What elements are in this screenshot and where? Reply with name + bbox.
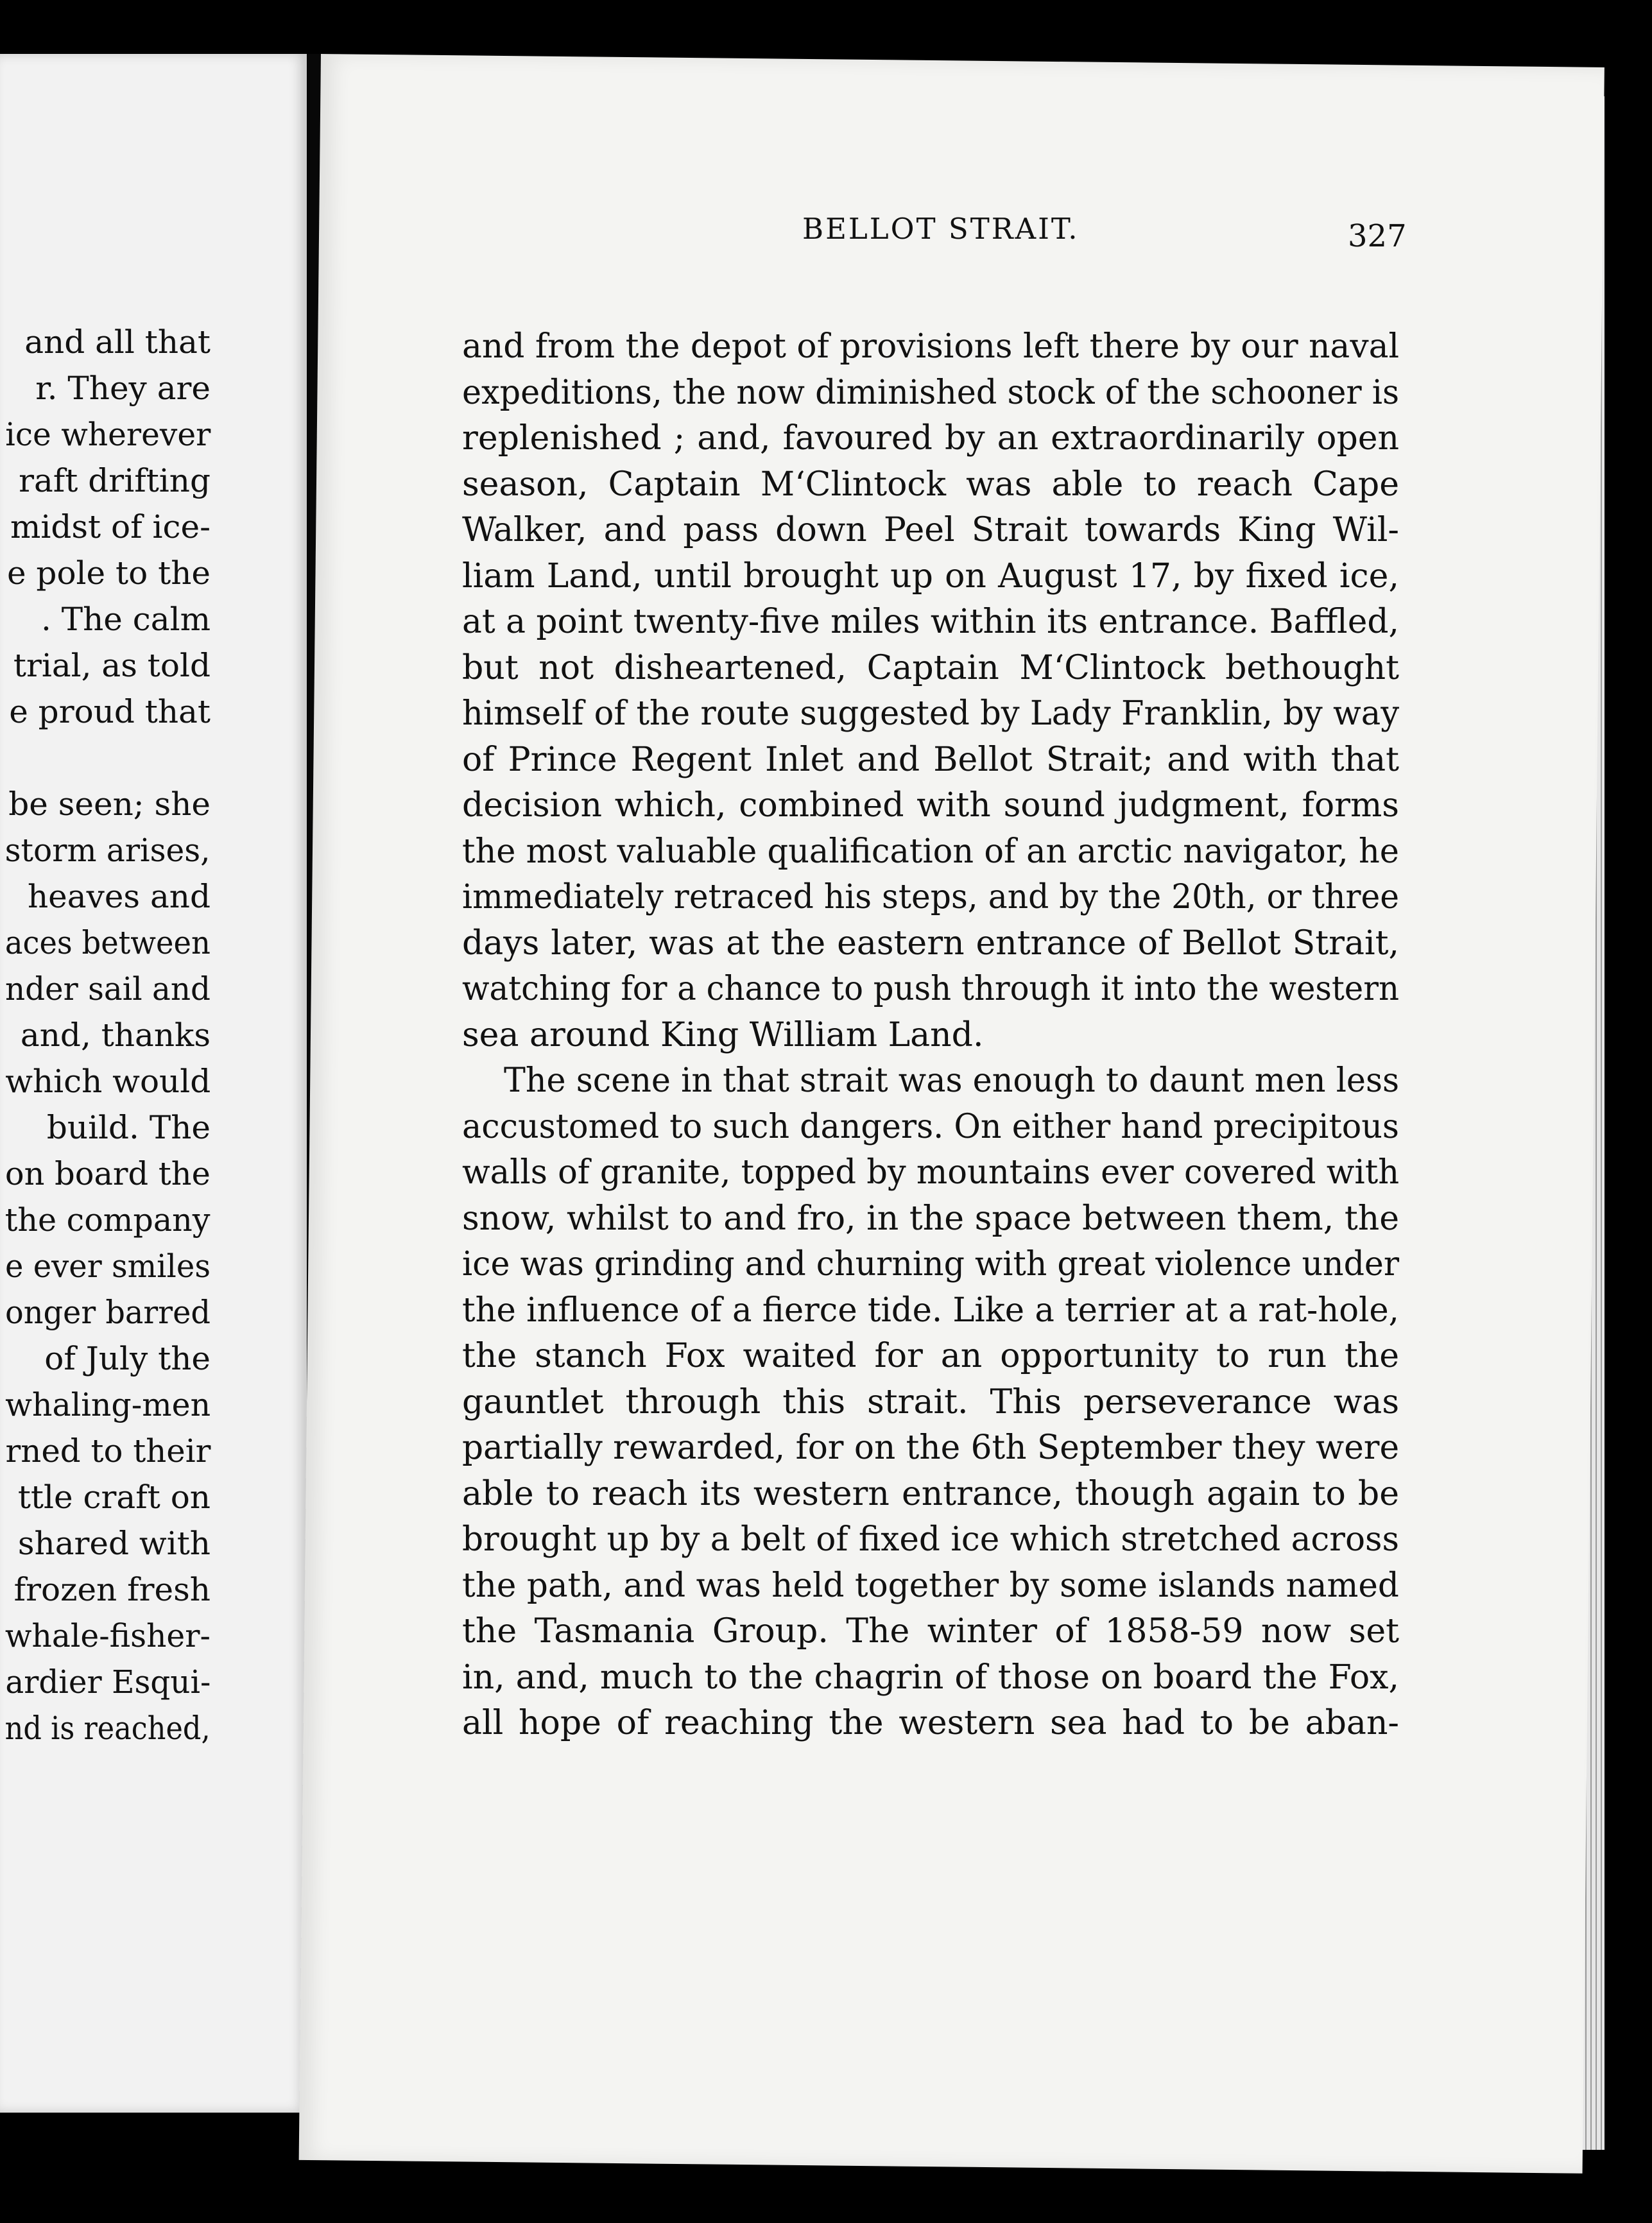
running-head: BELLOT STRAIT. (802, 212, 1080, 246)
text-line: the influence of a fierce tide. Like a terrier at a rat-hole, (462, 1291, 1399, 1330)
text-line: walls of granite, topped by mountains ever covered with (462, 1153, 1400, 1192)
text-line: days later, was at the eastern entrance of Bellot Strait, (462, 923, 1399, 963)
left-text-line: raft drifting (19, 462, 211, 499)
left-text-line: which would (4, 1063, 211, 1100)
text-line: ice was grinding and churning with great violence under (462, 1245, 1400, 1283)
text-line: partially rewarded, for on the 6th September they were (462, 1429, 1400, 1467)
text-line: able to reach its western entrance, though again to be (462, 1474, 1399, 1513)
text-line: of Prince Regent Inlet and Bellot Strait; and with that (462, 740, 1399, 779)
left-text-line: and, thanks (20, 1017, 211, 1054)
left-text-line: be seen; she (8, 785, 211, 823)
left-text-line: e proud that (9, 693, 211, 730)
left-text-line: e ever smiles (5, 1248, 211, 1285)
left-text-line: whaling-men (4, 1386, 211, 1423)
left-text-line: . The calm (40, 601, 211, 638)
body-text (462, 324, 1399, 1747)
left-page (0, 54, 307, 2113)
text-line: all hope of reaching the western sea had to be aban- (462, 1704, 1399, 1742)
text-line: liam Land, until brought up on August 17, by fixed ice, (462, 556, 1399, 596)
text-line: but not disheartened, Captain M‘Clintock bethought (462, 648, 1399, 687)
text-line: gauntlet through this strait. This perseverance was (462, 1382, 1399, 1421)
text-line: The scene in that strait was enough to daunt men less (504, 1061, 1400, 1100)
left-text-line: ardier Esqui- (5, 1663, 211, 1701)
text-line: the path, and was held together by some islands named (462, 1566, 1399, 1605)
text-line: immediately retraced his steps, and by the 20th, or three (462, 878, 1399, 916)
left-text-line: and all that (24, 323, 211, 361)
text-line: replenished ; and, favoured by an extraordinarily open (462, 419, 1399, 458)
text-line: in, and, much to the chagrin of those on board the Fox, (462, 1658, 1399, 1697)
left-text-line: nder sail and (4, 970, 211, 1008)
left-text-line: the company (5, 1201, 211, 1239)
left-text-line: build. The (46, 1109, 211, 1146)
left-text-line: ice wherever (4, 416, 211, 453)
left-text-line: rned to their (5, 1432, 211, 1470)
text-line: season, Captain M‘Clintock was able to reach Cape (462, 465, 1399, 504)
text-line: brought up by a belt of fixed ice which stretched across (462, 1520, 1400, 1559)
left-text-line: shared with (17, 1525, 211, 1562)
text-line: sea around King William Land. (462, 1015, 984, 1054)
left-text-line: storm arises, (5, 832, 211, 869)
left-text-line: frozen fresh (13, 1571, 211, 1608)
text-line: Walker, and pass down Peel Strait towards King Wil- (462, 511, 1399, 549)
left-text-line: e pole to the (6, 554, 211, 592)
left-text-line: aces between (4, 924, 211, 961)
text-line: the most valuable qualification of an arctic navigator, he (462, 832, 1399, 871)
left-text-line: of July the (44, 1340, 211, 1377)
text-line: decision which, combined with sound judgment, forms (462, 786, 1399, 825)
text-line: and from the depot of provisions left there by our naval (462, 327, 1400, 366)
left-text-line: whale-fisher- (4, 1617, 211, 1654)
text-line: expeditions, the now diminished stock of the schooner is (462, 373, 1400, 412)
page-number: 327 (1348, 218, 1407, 254)
text-line: watching for a chance to push through it into the western (462, 970, 1399, 1008)
left-text-line: ttle craft on (17, 1479, 211, 1516)
text-line: snow, whilst to and fro, in the space between them, the (462, 1199, 1399, 1238)
left-page-text (0, 54, 307, 2113)
left-text-line: r. They are (35, 370, 211, 407)
paragraph-2 (462, 1058, 1399, 1747)
text-line: the Tasmania Group. The winter of 1858-59 now set (462, 1612, 1399, 1651)
left-text-line: heaves and (27, 878, 211, 915)
left-text-line: onger barred (5, 1294, 211, 1331)
left-text-line: nd is reached, (5, 1710, 211, 1747)
text-line: the stanch Fox waited for an opportunity to run the (462, 1337, 1399, 1375)
paragraph-1 (462, 324, 1399, 1058)
text-line: at a point twenty-five miles within its entrance. Baffled, (462, 603, 1399, 641)
left-text-line: on board the (5, 1155, 211, 1192)
left-text-line: trial, as told (13, 647, 211, 684)
text-line: accustomed to such dangers. On either hand precipitous (462, 1107, 1399, 1146)
left-text-line: midst of ice- (10, 508, 211, 545)
text-line: himself of the route suggested by Lady Franklin, by way (462, 694, 1400, 733)
